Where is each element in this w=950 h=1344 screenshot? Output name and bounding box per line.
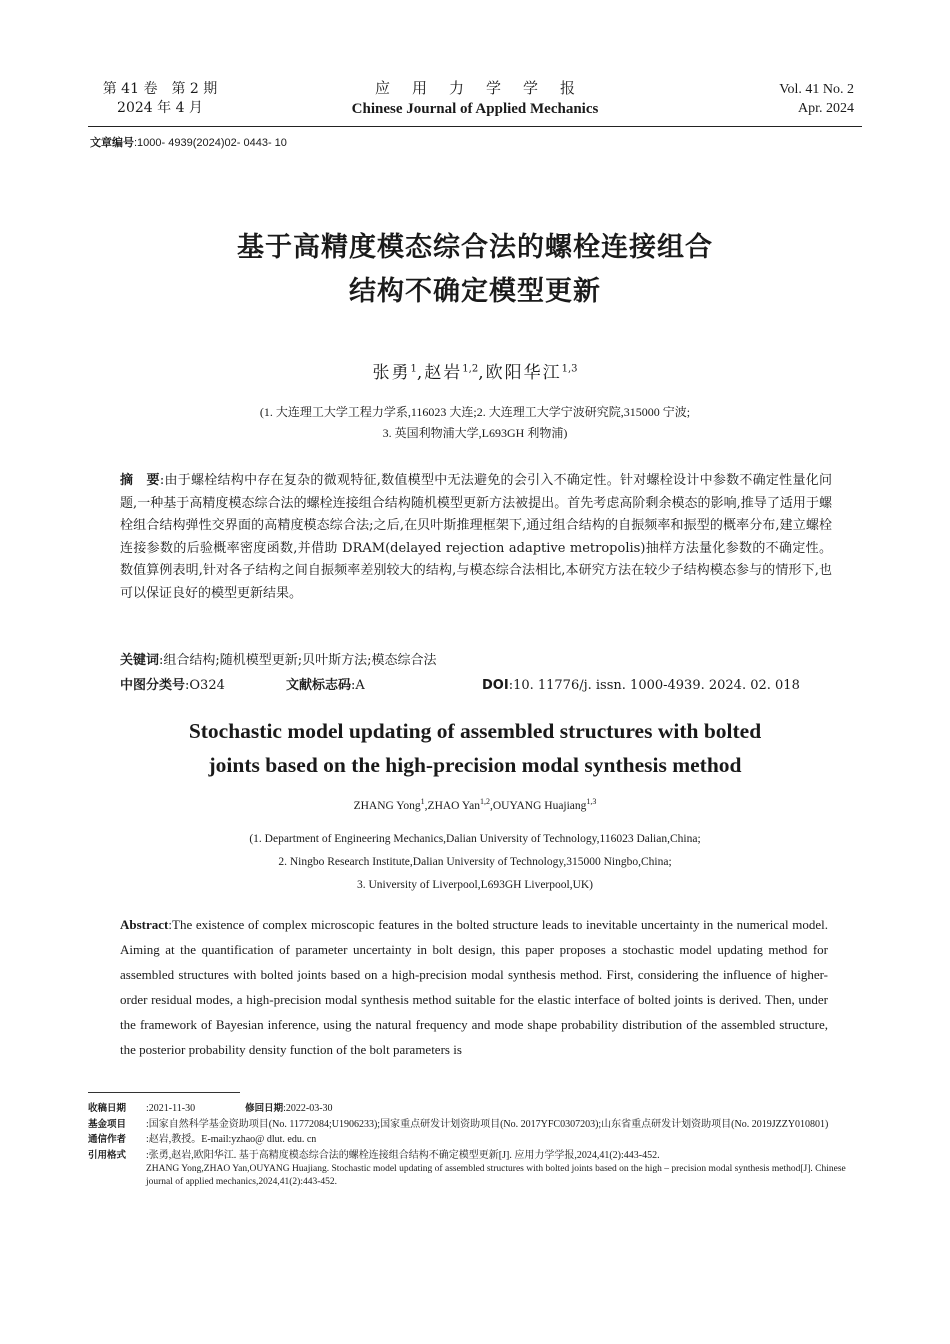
corresponding-label: 通信作者 [88, 1134, 127, 1145]
volume-issue-en: Vol. 41 No. 2 [779, 82, 854, 97]
doi-field [482, 675, 800, 697]
authors-cn [0, 358, 950, 383]
fund-label: 基金项目 [88, 1118, 127, 1130]
journal-title-cn: 应用力学学报 [374, 79, 597, 97]
footnote-divider [88, 1092, 240, 1093]
author-3-en: ,OUYANG Huajiang [489, 799, 587, 812]
footnotes [88, 1101, 862, 1189]
footnote-corresponding [88, 1132, 862, 1148]
journal-title-block [320, 78, 630, 120]
affiliation-cn-line1: (1. 大连理工大学工程力学系,116023 大连;2. 大连理工大学宁波研究院,315000 宁波; [259, 405, 691, 419]
doc-code-field [286, 675, 365, 697]
citation-en: ZHANG Yong,ZHAO Yan,OUYANG Huajiang. Stochastic model updating of assembled structures with bolted joints based on the high – precision modal synthesis method[J]. Chinese journal of applied mechanics,2024,41(2):443-452. [146, 1164, 846, 1187]
footnote-fund [88, 1117, 862, 1133]
doc-code-label: 文献标志码 [286, 678, 352, 693]
journal-title-en: Chinese Journal of Applied Mechanics [351, 101, 599, 117]
author-2-en-affil: 1,2 [479, 797, 490, 806]
affiliation-en-line3: 3. University of Liverpool,L693GH Liverpool,UK) [356, 879, 594, 891]
paper-title-cn-line2: 结构不确定模型更新 [349, 276, 601, 307]
article-number [90, 134, 287, 150]
paper-title-en-line1: Stochastic model updating of assembled structures with bolted [188, 719, 762, 743]
fund-value: :国家自然科学基金资助项目(No. 11772084;U1906233);国家重点研发计划资助项目(No. 2017YFC0307203);山东省重点研发计划资助项目(No. 2019JZZY010801) [146, 1118, 829, 1130]
doi-value: :10. 11776/j. issn. 1000-4939. 2024. 02. 018 [508, 678, 800, 693]
abstract-cn-label: 摘 要 [120, 473, 160, 488]
author-2-cn: ,赵岩 [416, 363, 463, 383]
paper-title-en [0, 714, 950, 782]
author-1-cn-affil: 1 [410, 363, 417, 375]
revised-value: :2022-03-30 [283, 1103, 333, 1114]
paper-title-cn [0, 226, 950, 314]
volume-issue-cn: 第 41 卷 第 2 期 [102, 81, 218, 97]
received-label: 收稿日期 [88, 1103, 127, 1114]
citation-label: 引用格式 [88, 1149, 127, 1161]
clc-value: :O324 [185, 678, 225, 693]
doi-label: DOI [482, 678, 509, 693]
affiliation-cn-line2: 3. 英国利物浦大学,L693GH 利物浦) [382, 426, 568, 440]
article-number-label: 文章编号 [90, 137, 134, 149]
abstract-cn-text: :由于螺栓结构中存在复杂的微观特征,数值模型中无法避免的会引入不确定性。针对螺栓设计中参数不确定性量化问题,一种基于高精度模态综合法的螺栓连接组合结构随机模型更新方法被提出。首先考虑高阶剩余模态的影响,推导了适用于螺栓组合结构弹性交界面的高精度模态综合法;之后,在贝叶斯推理框架下,通过组合结构的自振频率和振型的概率分布,建立螺栓连接参数的后验概率密度函数,并借助 DRAM(delayed rejection adaptive metropolis)抽样方法量化参数的不确定性。数值算例表明,针对各子结构之间自振频率差别较大的结构,与模态综合法相比,本研究方法在较少子结构模态参与的情形下,也可以保证良好的模型更新结果。 [120, 473, 832, 601]
keywords-cn-text: :组合结构;随机模型更新;贝叶斯方法;模态综合法 [159, 653, 437, 668]
date-cn: 2024 年 4 月 [117, 100, 203, 116]
author-3-cn-affil: 1,3 [561, 363, 578, 375]
affiliations-cn [0, 402, 950, 444]
footnote-citation [88, 1148, 862, 1190]
citation-cn: :张勇,赵岩,欧阳华江. 基于高精度模态综合法的螺栓连接组合结构不确定模型更新[J]. 应用力学学报,2024,41(2):443-452. [146, 1149, 660, 1161]
header-divider [88, 126, 862, 127]
article-number-value: :1000- 4939(2024)02- 0443- 10 [134, 137, 287, 149]
author-1-en: ZHANG Yong [353, 799, 421, 812]
authors-en [0, 797, 950, 812]
author-2-en: ,ZHAO Yan [424, 799, 480, 812]
footnote-dates [88, 1101, 862, 1117]
corresponding-value: :赵岩,教授。E-mail:yzhao@ dlut. edu. cn [146, 1134, 317, 1145]
abstract-en [120, 912, 828, 1062]
affiliation-en-line2: 2. Ningbo Research Institute,Dalian University of Technology,315000 Ningbo,China; [278, 856, 672, 868]
affiliation-en-line1: (1. Department of Engineering Mechanics,Dalian University of Technology,116023 Dalian,China; [249, 833, 701, 845]
keywords-cn [120, 650, 832, 672]
header-volume-issue-cn [96, 80, 224, 118]
affiliations-en [0, 828, 950, 897]
classification-row [120, 675, 832, 697]
date-en: Apr. 2024 [798, 101, 854, 116]
revised-label: 修回日期 [245, 1103, 284, 1114]
paper-title-en-line2: joints based on the high-precision modal synthesis method [208, 753, 742, 777]
clc-label: 中图分类号 [120, 678, 186, 693]
paper-title-cn-line1: 基于高精度模态综合法的螺栓连接组合 [237, 232, 713, 263]
clc-field [120, 678, 225, 693]
keywords-cn-label: 关键词 [120, 653, 160, 668]
abstract-cn [120, 470, 832, 605]
received-value: :2021-11-30 [146, 1103, 196, 1114]
doc-code-value: :A [351, 678, 365, 693]
author-1-en-affil: 1 [420, 797, 425, 806]
header-volume-issue-en [779, 80, 854, 118]
author-3-en-affil: 1,3 [586, 797, 597, 806]
author-2-cn-affil: 1,2 [462, 363, 479, 375]
abstract-en-label: Abstract [120, 917, 169, 932]
abstract-en-text: :The existence of complex microscopic features in the bolted structure leads to inevitable uncertainty in the numerical model. Aiming at the quantification of parameter uncertainty in bolt design, this paper proposes a stochastic model updating method for assembled structures with bolted joints based on a high-precision modal synthesis method. First, considering the influence of higher-order residual modes, a high-precision modal synthesis method suitable for the elastic interface of bolted joints is derived. Then, under the framework of Bayesian inference, using the natural frequency and mode shape probability distribution of the assembled structure, the posterior probability density function of the bolt parameters is [120, 917, 828, 1057]
author-1-cn: 张勇 [372, 363, 411, 383]
author-3-cn: ,欧阳华江 [478, 363, 562, 383]
